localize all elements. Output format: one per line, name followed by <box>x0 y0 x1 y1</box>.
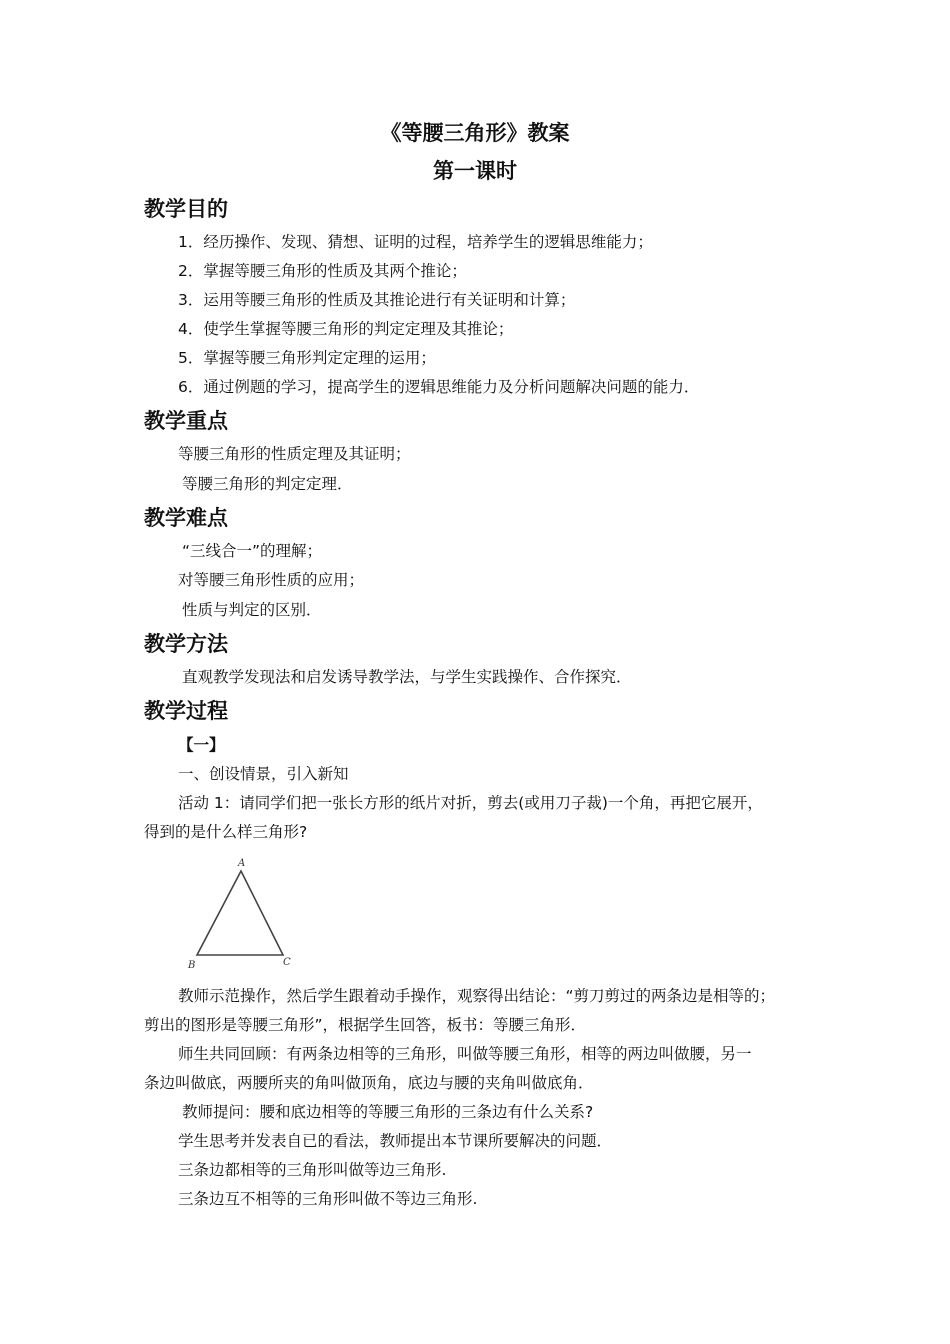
goals-heading: 教学目的 <box>144 197 228 221</box>
keypoint-item: 等腰三角形的性质定理及其证明； <box>178 445 411 463</box>
goal-item: 6．通过例题的学习，提高学生的逻辑思维能力及分析问题解决问题的能力． <box>178 378 700 396</box>
vertex-label-b: B <box>188 960 196 971</box>
difficulty-item: 对等腰三角形性质的应用； <box>178 571 365 589</box>
vertex-label-c: C <box>283 957 291 968</box>
paragraph: 师生共同回顾：有两条边相等的三角形，叫做等腰三角形，相等的两边叫做腰，另一 <box>178 1045 752 1063</box>
paragraph: 学生思考并发表自已的看法，教师提出本节课所要解决的问题． <box>178 1132 613 1150</box>
section-title: 一、创设情景，引入新知 <box>178 765 349 783</box>
activity-text: 活动 1：请同学们把一张长方形的纸片对折，剪去(或用刀子裁)一个角，再把它展开， <box>178 794 763 812</box>
paragraph: 三条边都相等的三角形叫做等边三角形. <box>178 1161 447 1179</box>
process-heading: 教学过程 <box>144 699 228 723</box>
keypoint-item: 等腰三角形的判定定理． <box>182 475 353 493</box>
triangle-shape <box>197 871 283 955</box>
goal-item: 4．使学生掌握等腰三角形的判定定理及其推论； <box>178 320 514 338</box>
methods-text: 直观教学发现法和启发诱导教学法，与学生实践操作、合作探究． <box>182 668 632 686</box>
process-part-label: 【一】 <box>178 736 225 754</box>
methods-heading: 教学方法 <box>144 632 228 656</box>
paragraph: 教师示范操作，然后学生跟着动手操作，观察得出结论：“剪刀剪过的两条边是相等的； <box>178 987 776 1005</box>
goal-item: 3．运用等腰三角形的性质及其推论进行有关证明和计算； <box>178 291 576 309</box>
isosceles-triangle-figure <box>182 855 302 973</box>
goal-item: 1．经历操作、发现、猜想、证明的过程，培养学生的逻辑思维能力； <box>178 233 653 251</box>
goal-item: 5．掌握等腰三角形判定定理的运用； <box>178 349 436 367</box>
difficulties-heading: 教学难点 <box>144 506 228 530</box>
document-title: 《等腰三角形》教案 <box>380 121 570 145</box>
paragraph: 教师提问：腰和底边相等的等腰三角形的三条边有什么关系? <box>182 1103 594 1121</box>
vertex-label-a: A <box>238 858 246 869</box>
goal-item: 2．掌握等腰三角形的性质及其两个推论； <box>178 262 467 280</box>
keypoints-heading: 教学重点 <box>144 409 228 433</box>
difficulty-item: “三线合一”的理解； <box>182 542 323 560</box>
activity-text: 得到的是什么样三角形? <box>144 823 308 841</box>
paragraph: 条边叫做底，两腰所夹的角叫做顶角，底边与腰的夹角叫做底角． <box>144 1074 594 1092</box>
paragraph: 三条边互不相等的三角形叫做不等边三角形. <box>178 1190 478 1208</box>
difficulty-item: 性质与判定的区别． <box>182 601 322 619</box>
document-subtitle: 第一课时 <box>433 159 517 183</box>
paragraph: 剪出的图形是等腰三角形”，根据学生回答，板书：等腰三角形． <box>144 1016 587 1034</box>
